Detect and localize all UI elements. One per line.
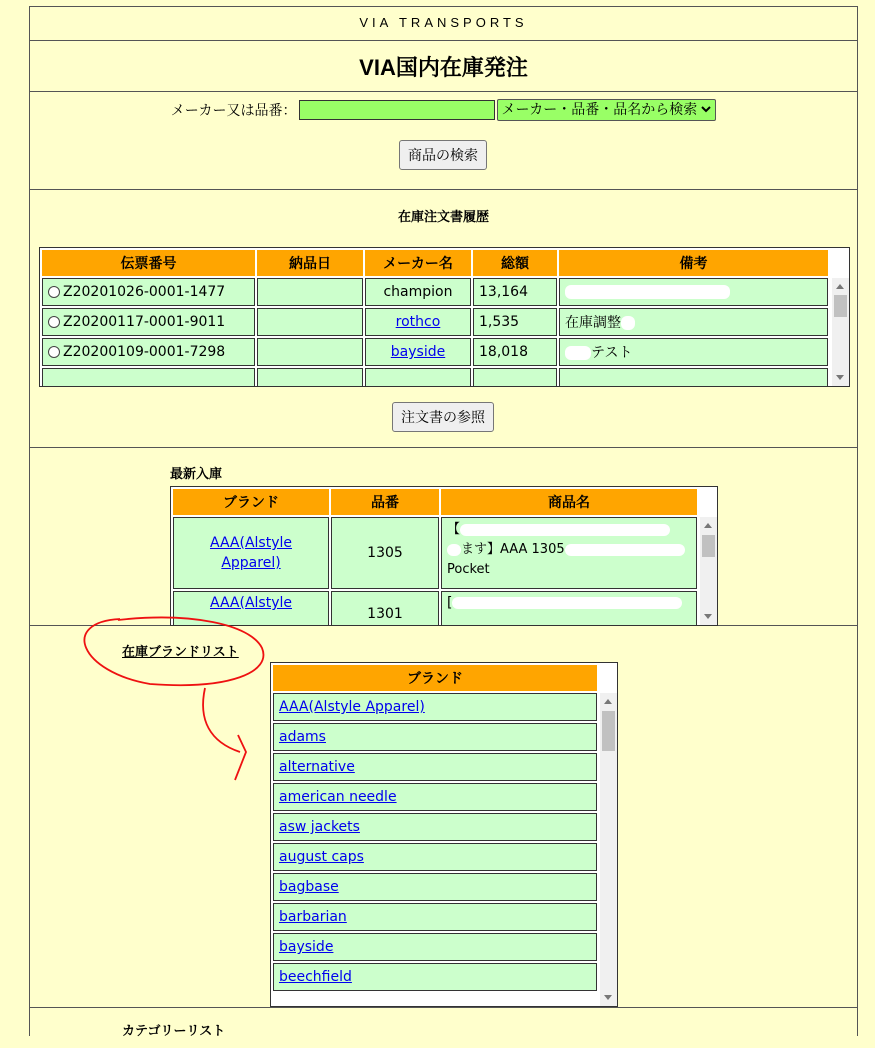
brand-link[interactable]: AAA(Alstyle Apparel) <box>209 535 292 571</box>
brand-list-scrollbar[interactable] <box>600 693 617 1006</box>
title-section <box>30 41 857 92</box>
maker-cell <box>365 338 471 366</box>
view-order-button[interactable]: 注文書の参照 <box>392 402 494 432</box>
scroll-thumb[interactable] <box>602 711 615 751</box>
slip-cell[interactable] <box>42 338 255 366</box>
search-input[interactable] <box>299 100 495 120</box>
brand-link[interactable]: beechfield <box>279 969 352 985</box>
list-item <box>273 903 597 931</box>
new-arrivals-table-wrap[interactable] <box>170 486 718 626</box>
main-frame <box>29 6 858 1039</box>
list-item <box>273 963 597 991</box>
col-total: 総額 <box>473 250 557 276</box>
table-row <box>42 278 828 306</box>
list-item <box>273 693 597 721</box>
table-row <box>42 368 828 387</box>
code-cell: 1305 <box>331 517 439 589</box>
col-brand: ブランド <box>273 665 597 691</box>
redacted-text <box>565 346 591 360</box>
brand-list-table-wrap[interactable] <box>270 662 618 1007</box>
product-search-button[interactable]: 商品の検索 <box>399 140 487 170</box>
order-history-table-wrap[interactable] <box>39 247 850 387</box>
col-slip-no: 伝票番号 <box>42 250 255 276</box>
list-item <box>273 723 597 751</box>
new-arrivals-table <box>171 487 699 626</box>
redacted-text <box>621 316 635 330</box>
order-history-section <box>30 190 857 448</box>
date-cell <box>257 308 363 336</box>
brand-link[interactable]: barbarian <box>279 909 347 925</box>
list-item <box>273 813 597 841</box>
product-name-cell: 【 ます】AAA 1305 Pocket <box>441 517 697 589</box>
scroll-down-icon[interactable] <box>704 614 712 619</box>
radio-button[interactable] <box>48 316 60 328</box>
chevron-down-icon <box>701 106 711 114</box>
col-maker: メーカー名 <box>365 250 471 276</box>
scroll-up-icon[interactable] <box>604 699 612 704</box>
brand-link[interactable]: adams <box>279 729 326 745</box>
maker-link[interactable]: rothco <box>395 314 441 330</box>
table-row <box>173 517 697 589</box>
total-cell: 18,018 <box>473 338 557 366</box>
scroll-up-icon[interactable] <box>704 523 712 528</box>
slip-cell[interactable] <box>42 278 255 306</box>
table-row <box>42 308 828 336</box>
table-row <box>42 338 828 366</box>
page-title: VIA国内在庫発注 <box>359 55 528 80</box>
brand-link[interactable]: AAA(Alstyle Apparel) <box>279 699 425 715</box>
date-cell <box>257 278 363 306</box>
col-delivery-date: 納品日 <box>257 250 363 276</box>
search-mode-selected: メーカー・品番・品名から検索 <box>501 102 698 118</box>
search-row <box>30 99 857 121</box>
brand-list-table <box>271 663 599 993</box>
category-heading: カテゴリーリスト <box>122 1024 226 1039</box>
list-item <box>273 843 597 871</box>
brand-link[interactable]: AAA(Alstyle <box>209 595 292 611</box>
order-history-heading: 在庫注文書履歴 <box>397 210 489 225</box>
category-section <box>30 1008 857 1048</box>
list-item <box>273 933 597 961</box>
maker-cell: champion <box>365 278 471 306</box>
radio-button[interactable] <box>48 346 60 358</box>
brand-link[interactable]: asw jackets <box>279 819 360 835</box>
col-code: 品番 <box>331 489 439 515</box>
table-row <box>173 591 697 626</box>
note-cell <box>559 338 828 366</box>
note-text: 在庫調整 <box>565 315 621 331</box>
list-item <box>273 783 597 811</box>
brand-cell <box>173 517 329 589</box>
brand-link[interactable]: alternative <box>279 759 355 775</box>
brand-link[interactable]: american needle <box>279 789 397 805</box>
brand-link[interactable]: bagbase <box>279 879 339 895</box>
brand-link[interactable]: august caps <box>279 849 364 865</box>
brand-list-section <box>30 626 857 1008</box>
new-arrivals-heading: 最新入庫 <box>170 467 223 482</box>
note-cell <box>559 278 828 306</box>
scroll-thumb[interactable] <box>702 535 715 557</box>
brand-link[interactable]: bayside <box>279 939 334 955</box>
list-item <box>273 753 597 781</box>
product-name-cell: [ <box>441 591 697 626</box>
scroll-thumb[interactable] <box>834 295 847 317</box>
slip-number: Z20200117-0001-9011 <box>63 314 226 330</box>
brand-cell <box>173 591 329 626</box>
note-text: テスト <box>591 345 633 361</box>
scroll-down-icon[interactable] <box>836 375 844 380</box>
total-cell: 13,164 <box>473 278 557 306</box>
slip-number: Z20200109-0001-7298 <box>63 344 226 360</box>
slip-number: Z20201026-0001-1477 <box>63 284 226 300</box>
company-name: VIA TRANSPORTS <box>359 15 528 30</box>
col-brand: ブランド <box>173 489 329 515</box>
order-history-table <box>40 248 830 387</box>
order-table-scrollbar[interactable] <box>832 278 849 386</box>
date-cell <box>257 338 363 366</box>
note-cell <box>559 308 828 336</box>
new-arrivals-section <box>30 448 857 626</box>
search-label: メーカー又は品番： <box>170 103 297 119</box>
new-arrivals-scrollbar[interactable] <box>700 517 717 625</box>
col-note: 備考 <box>559 250 828 276</box>
slip-cell[interactable] <box>42 308 255 336</box>
maker-cell <box>365 308 471 336</box>
brand-list-heading[interactable]: 在庫ブランドリスト <box>122 645 239 660</box>
company-header <box>30 7 857 41</box>
scroll-up-icon[interactable] <box>836 284 844 289</box>
search-section <box>30 92 857 190</box>
maker-link[interactable]: bayside <box>390 344 446 360</box>
scroll-down-icon[interactable] <box>604 995 612 1000</box>
total-cell: 1,535 <box>473 308 557 336</box>
redacted-text <box>565 285 730 299</box>
list-item <box>273 873 597 901</box>
radio-button[interactable] <box>48 286 60 298</box>
code-cell: 1301 <box>331 591 439 626</box>
search-mode-select[interactable] <box>497 99 717 121</box>
col-product-name: 商品名 <box>441 489 697 515</box>
